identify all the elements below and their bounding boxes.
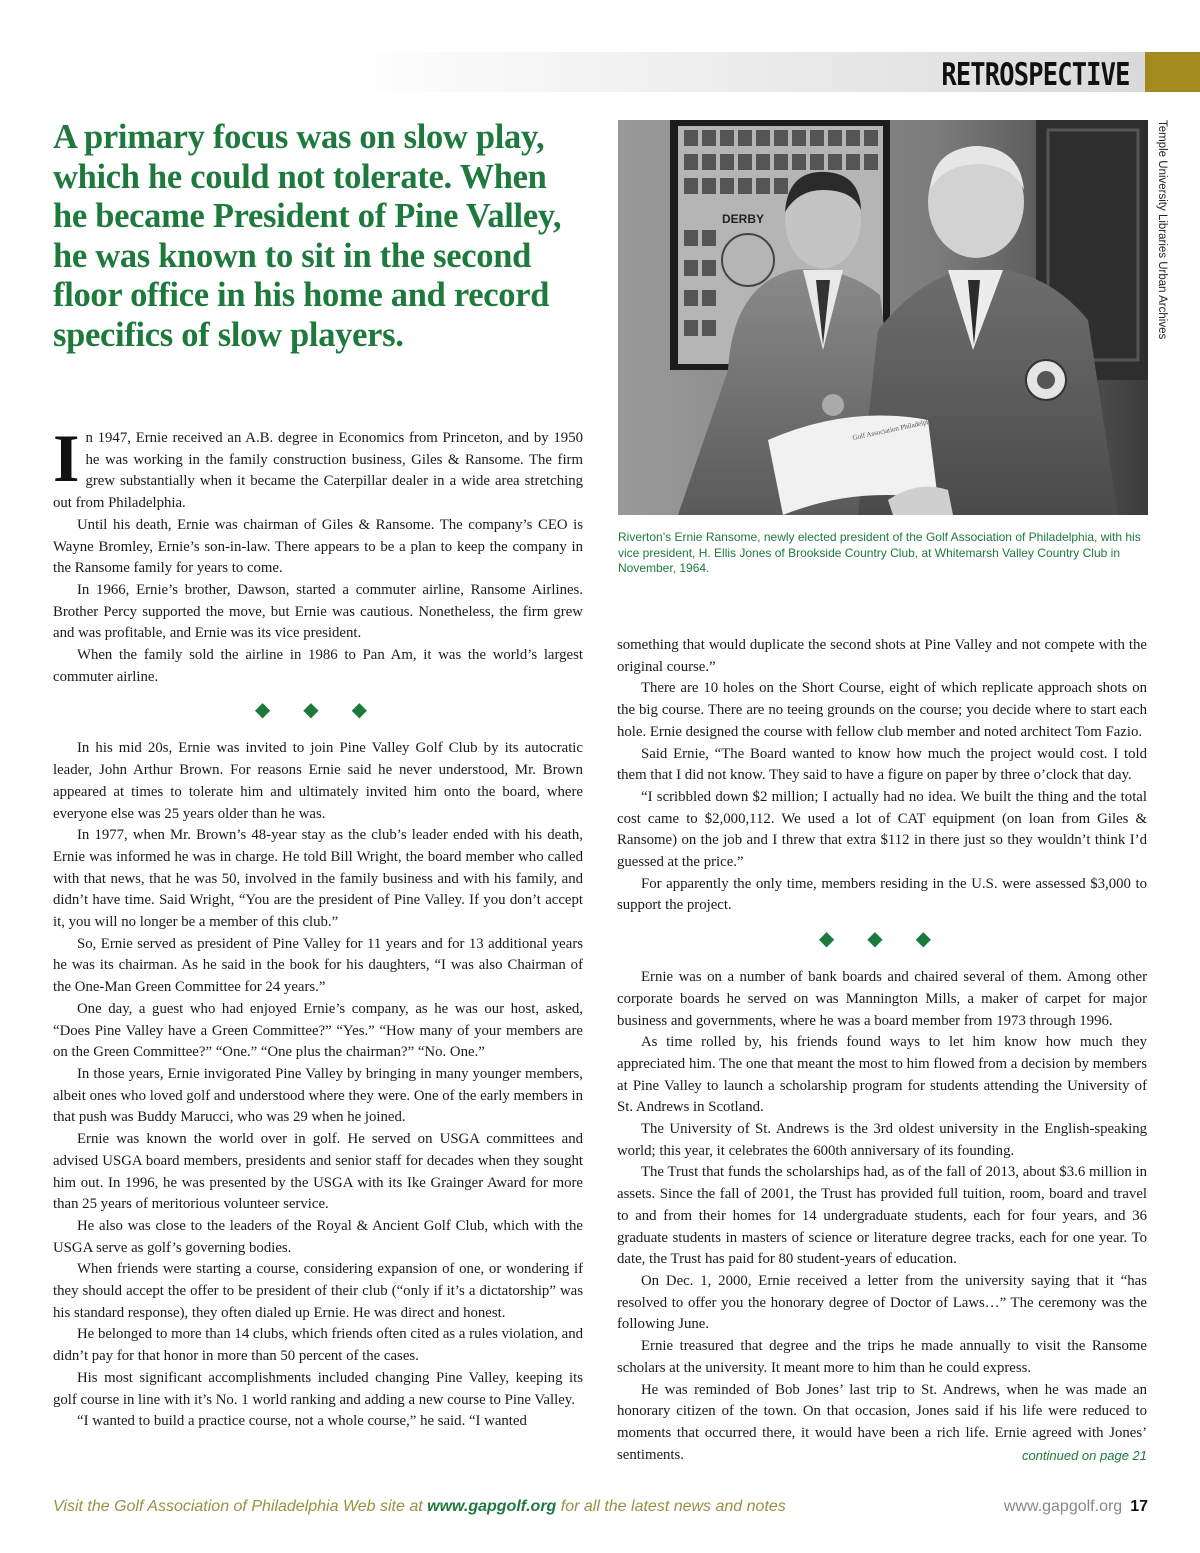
article-paragraph: In 1977, when Mr. Brown’s 48-year stay as the club’s leader ended with his death, Ernie was informed he was in charge. He told Bill Wright, the board member who called with that news, that he was 50, involved in the family business and with his family, and didn’t have time. Said Wright, “You are the president of Pine Valley. If you don’t accept it, you will no longer be a member of this club.” bbox=[53, 827, 583, 931]
photo-credit: Temple University Libraries Urban Archives bbox=[1156, 120, 1168, 340]
article-paragraph: He also was close to the leaders of the Royal & Ancient Golf Club, which with the USGA serve as golf’s governing bodies. bbox=[53, 1217, 583, 1256]
article-paragraph: “I wanted to build a practice course, not a whole course,” he said. “I wanted bbox=[77, 1413, 527, 1430]
article-paragraph: “I scribbled down $2 million; I actually had no idea. We built the thing and the total cost came to $2,000,112. We used a lot of CAT equipment (on loan from Giles & Ransome) on the job and I threw that extra $112 in there just so they wouldn’t think I’d guessed at the price.” bbox=[617, 788, 1147, 871]
pull-quote: A primary focus was on slow play, which he could not tolerate. When he became President of Pine Valley, he was known to sit in the second floor office in his home and record specifics of slow players. bbox=[53, 118, 562, 354]
header-accent-block bbox=[1145, 52, 1200, 92]
drop-cap: I bbox=[53, 420, 80, 496]
footer-promo-text: Visit the Golf Association of Philadelphia Web site at bbox=[53, 1498, 428, 1515]
article-paragraph: One day, a guest who had enjoyed Ernie’s company, as he was our host, asked, “Does Pine Valley have a Green Committee?” “Yes.” “How many of your members are on the Green Committee?” “One.” “One plus the chairman?” “No. One.” bbox=[53, 1000, 583, 1061]
article-paragraph: Ernie was known the world over in golf. He served on USGA committees and advised USGA board members, presidents and senior staff for decades when they sought him out. In 1996, he was presented by the USGA with its Ike Grainger Award for more than 25 years of meritorious volunteer service. bbox=[53, 1131, 583, 1213]
article-paragraph bbox=[617, 1380, 1147, 1467]
article-paragraph: As time rolled by, his friends found ways to let him know how much they appreciated him. The one that meant the most to him flowed from a decision by members at Pine Valley to launch a scholarship program for students attending the University of St. Andrews in Scotland. bbox=[617, 1034, 1147, 1116]
photo-booklet-text: Golf Association Philadelphia bbox=[851, 416, 936, 442]
article-paragraph: So, Ernie served as president of Pine Valley for 11 years and for 13 additional years he was its chairman. As he said in the book for his daughters, “I was also Chairman of the One-Man Green Committee for 24 years.” bbox=[53, 935, 583, 996]
paragraph-text: n 1947, Ernie received an A.B. degree in Economics from Princeton, and by 1950 he was working in the family construction business, Giles & Ransome. The firm grew substantially when it became the Caterpillar dealer in a wide area stretching out from Philadelphia. bbox=[53, 430, 583, 512]
section-title: RETROSPECTIVE bbox=[941, 57, 1130, 93]
photo-sign-text: DERBY bbox=[722, 212, 765, 226]
footer-website-link[interactable]: www.gapgolf.org bbox=[427, 1498, 557, 1515]
footer-site[interactable]: www.gapgolf.org bbox=[1003, 1498, 1123, 1515]
photo-illustration bbox=[618, 120, 1148, 515]
article-paragraph: In those years, Ernie invigorated Pine Valley by bringing in many younger members, albeit ones who loved golf and understood where they were. One of the early members in that push was Buddy Marucci, who was 29 when he joined. bbox=[53, 1065, 583, 1126]
paragraph-text: He was reminded of Bob Jones’ last trip to St. Andrews, when he was made an honorary citizen of the town. On that occasion, Jones said if his life were reduced to moments that occurred there, it would have been a rich life. Ernie agreed with Jones’ sentiments. bbox=[617, 1381, 1147, 1463]
article-photo bbox=[618, 120, 1148, 515]
article-paragraph: The University of St. Andrews is the 3rd oldest university in the English-speaking world; this year, it celebrates the 600th anniversary of its founding. bbox=[617, 1121, 1147, 1159]
footer-page-info bbox=[1004, 1498, 1148, 1516]
article-paragraph: The Trust that funds the scholarships had, as of the fall of 2013, about $3.6 million in assets. Since the fall of 2001, the Trust has provided full tuition, room, board and travel to and from their homes for 14 undergraduate students, each for four years, and 36 graduate students in masters of science or literature degree tracks, each for one year. To date, the Trust has paid for 80 student-years of education. bbox=[617, 1164, 1147, 1268]
article-paragraph: In his mid 20s, Ernie was invited to join Pine Valley Golf Club by its autocratic leader, John Arthur Brown. For reasons Ernie said he never understood, Mr. Brown appeared at times to tolerate him and ultimately invited him onto the board, where everyone else was 25 years older than he was. bbox=[53, 740, 583, 822]
article-paragraph: Until his death, Ernie was chairman of Giles & Ransome. The company’s CEO is Wayne Bromley, Ernie’s son-in-law. There appears to be a plan to keep the company in the Ransome family for years to come. bbox=[53, 516, 583, 577]
article-paragraph: For apparently the only time, members residing in the U.S. were assessed $3,000 to support the project. bbox=[617, 875, 1147, 914]
article-paragraph: When the family sold the airline in 1986 to Pan Am, it was the world’s largest commuter airline. bbox=[53, 647, 583, 685]
article-paragraph: When friends were starting a course, considering expansion of one, or wondering if they should accept the offer to be president of their club (“only if it’s a dictatorship” was his standard response), they often dialed up Ernie. He was direct and honest. bbox=[53, 1261, 583, 1321]
article-paragraph: Said Ernie, “The Board wanted to know how much the project would cost. I told them that I did not know. They said to have a figure on paper by three o’clock that day. bbox=[617, 745, 1147, 784]
article-column-left bbox=[53, 420, 583, 1433]
article-paragraph bbox=[53, 420, 583, 515]
article-column-right bbox=[617, 635, 1147, 1466]
section-separator: ◆ ◆ ◆ bbox=[818, 928, 946, 951]
article-paragraph: He belonged to more than 14 clubs, which friends often cited as a rules violation, and didn’t pay for that honor in more than 50 percent of the cases. bbox=[53, 1326, 583, 1365]
footer-promo-text-end: for all the latest news and notes bbox=[556, 1498, 786, 1515]
article-paragraph: His most significant accomplishments included changing Pine Valley, keeping its golf course in line with it’s No. 1 world ranking and adding a new course to Pine Valley. bbox=[53, 1369, 583, 1408]
article-paragraph: something that would duplicate the second shots at Pine Valley and not compete with the original course.” bbox=[617, 637, 1147, 675]
continued-link[interactable]: continued on page 21 bbox=[1021, 1447, 1147, 1463]
photo-caption: Riverton’s Ernie Ransome, newly elected president of the Golf Association of Philadelphia, with his vice president, H. Ellis Jones of Brookside Country Club, at Whitemarsh Valley Country Club in November, 1964. bbox=[618, 530, 1141, 575]
footer-promo bbox=[53, 1498, 786, 1516]
section-separator: ◆ ◆ ◆ bbox=[254, 699, 382, 722]
article-paragraph: Ernie was on a number of bank boards and chaired several of them. Among other corporate boards he served on was Mannington Mills, a maker of carpet for major business and governments, where he was a board member from 1973 through 1996. bbox=[617, 969, 1147, 1029]
article-paragraph: In 1966, Ernie’s brother, Dawson, started a commuter airline, Ransome Airlines. Brother Percy supported the move, but Ernie was cautious. Nonetheless, the firm grew and was profitable, and Ernie was its vice president. bbox=[53, 581, 583, 642]
article-paragraph: There are 10 holes on the Short Course, eight of which replicate approach shots on the big course. There are no teeing grounds on the course; you decide where to start each hole. Ernie designed the course with fellow club member and noted architect Tom Fazio. bbox=[617, 680, 1147, 740]
article-paragraph: On Dec. 1, 2000, Ernie received a letter from the university saying that it “has resolved to offer you the honorary degree of Doctor of Laws…” The ceremony was the following June. bbox=[617, 1272, 1147, 1333]
page-number: 17 bbox=[1130, 1498, 1148, 1515]
article-paragraph: Ernie treasured that degree and the trips he made annually to visit the Ransome scholars at the university. It meant more to him than he could express. bbox=[617, 1338, 1147, 1376]
